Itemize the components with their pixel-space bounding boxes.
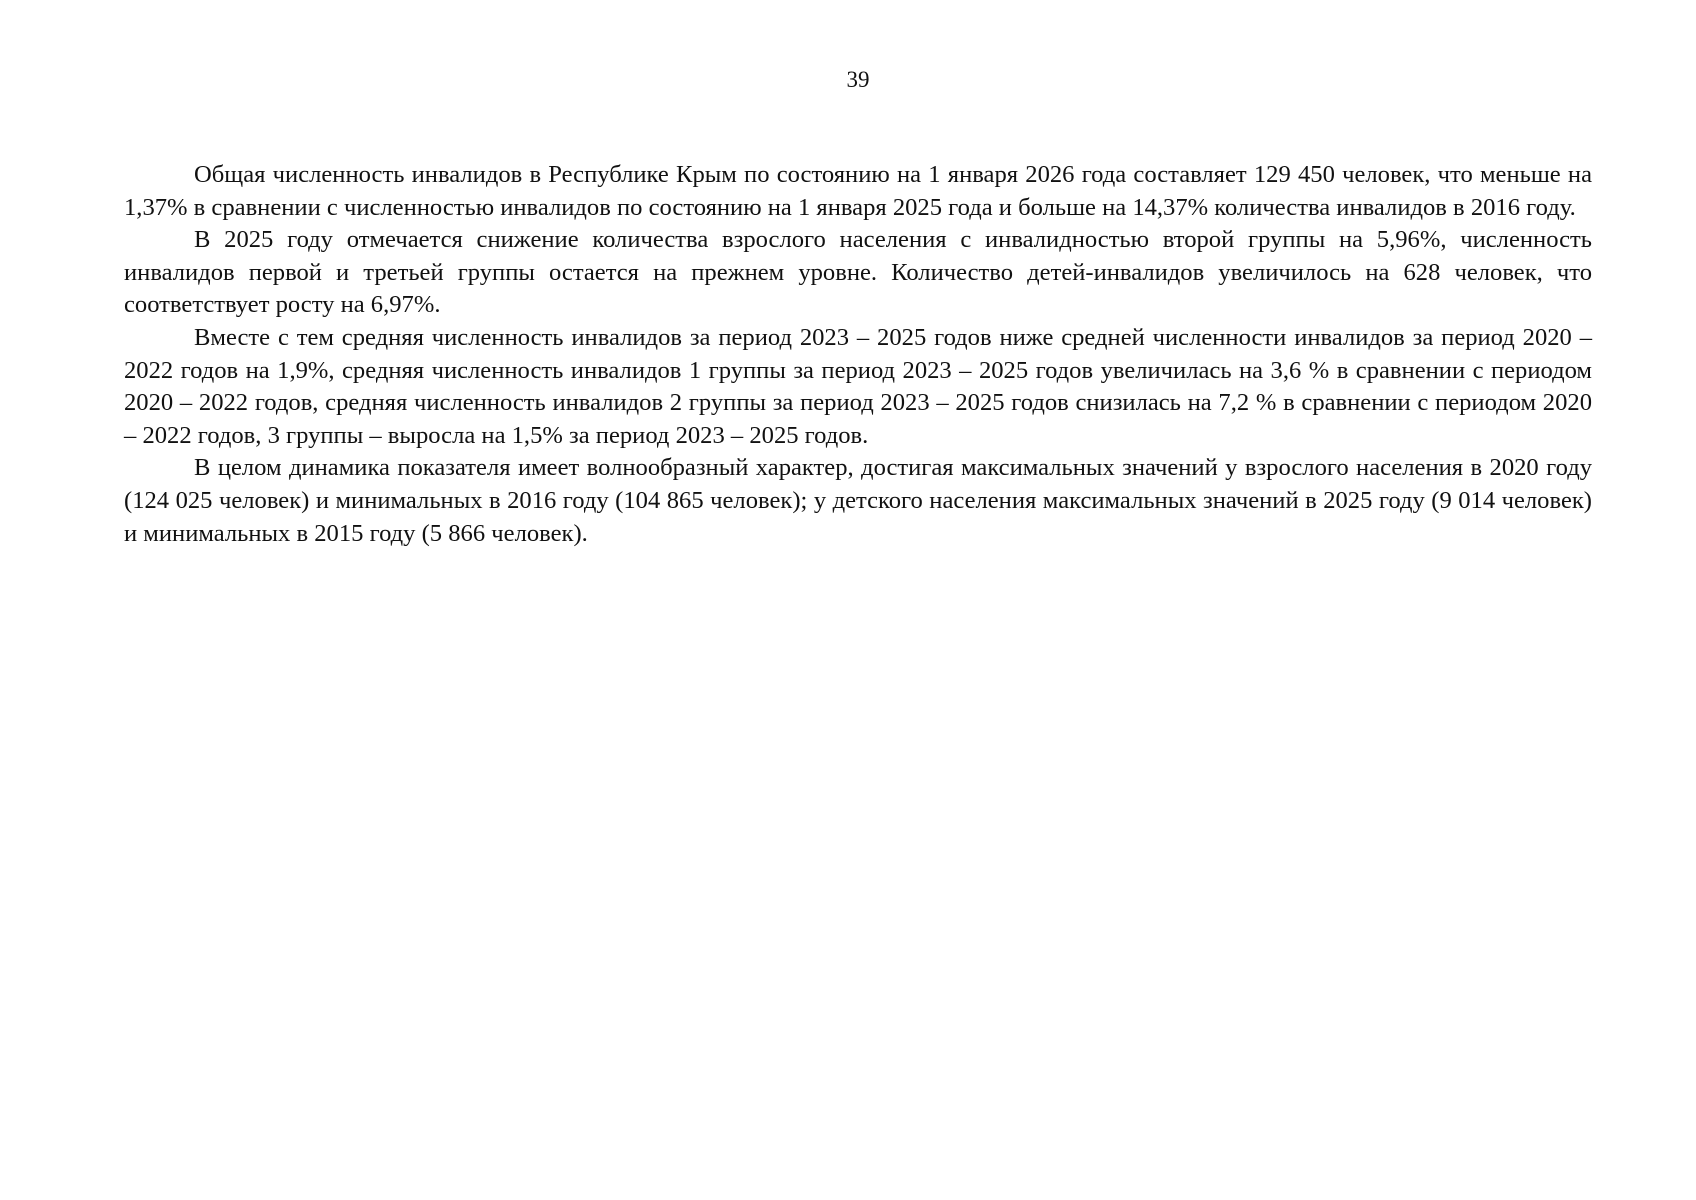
paragraph-dynamics: В целом динамика показателя имеет волнообразный характер, достигая максимальных значений у взрослого населения в 2020 году (124 025 человек) и минимальных в 2016 году (104 865 человек); у детского населения максимальных значений в 2025 году (9 014 человек) и минимальных в 2015 году (5 866 человек). xyxy=(124,454,1592,547)
page-number: 39 xyxy=(846,67,870,92)
document-body xyxy=(124,159,1592,550)
paragraph-2025-changes: В 2025 году отмечается снижение количества взрослого населения с инвалидностью второй группы на 5,96%, численность инвалидов первой и третьей группы остается на прежнем уровне. Количество детей-инвалидов увеличилось на 628 человек, что соответствует росту на 6,97%. xyxy=(124,226,1592,319)
paragraph-total-disabled: Общая численность инвалидов в Республике Крым по состоянию на 1 января 2026 года составляет 129 450 человек, что меньше на 1,37% в сравнении с численностью инвалидов по состоянию на 1 января 2025 года и больше на 14,37% количества инвалидов в 2016 году. xyxy=(124,161,1592,221)
paragraph-average-comparison: Вместе с тем средняя численность инвалидов за период 2023 – 2025 годов ниже средней численности инвалидов за период 2020 – 2022 годов на 1,9%, средняя численность инвалидов 1 группы за период 2023 – 2025 годов увеличилась на 3,6 % в сравнении с периодом 2020 – 2022 годов, средняя численность инвалидов 2 группы за период 2023 – 2025 годов снизилась на 7,2 % в сравнении с периодом 2020 – 2022 годов, 3 группы – выросла на 1,5% за период 2023 – 2025 годов. xyxy=(124,323,1592,449)
